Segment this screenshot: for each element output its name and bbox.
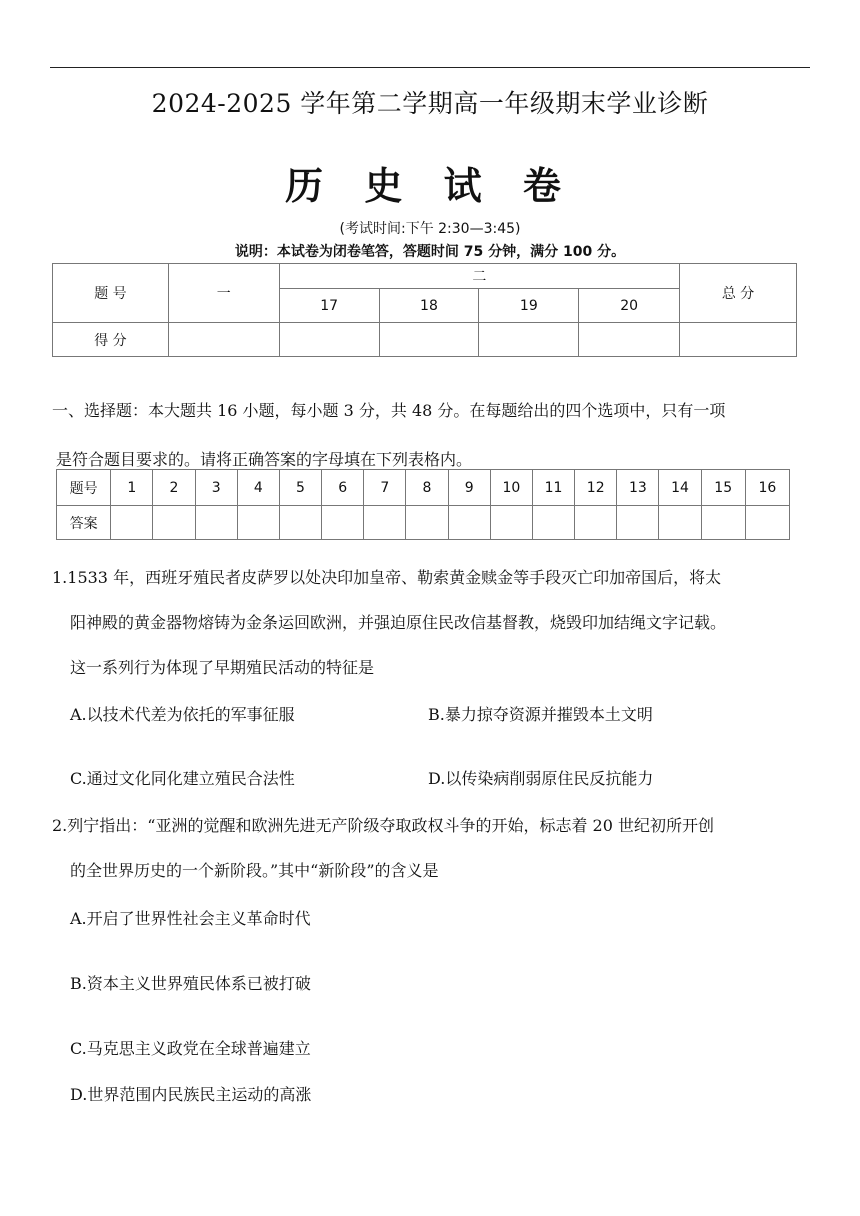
answer-cell-10[interactable] [490,506,532,540]
answer-cell-14[interactable] [659,506,701,540]
answer-number-6: 6 [322,470,364,506]
answer-number-14: 14 [659,470,701,506]
top-rule [50,67,810,68]
answer-cell-11[interactable] [532,506,574,540]
question-2-option-a[interactable]: A.开启了世界性社会主义革命时代 [70,909,311,928]
answer-number-3: 3 [195,470,237,506]
answer-table [56,469,790,540]
answer-number-7: 7 [364,470,406,506]
answer-cell-5[interactable] [279,506,321,540]
question-1-option-a[interactable]: A.以技术代差为依托的军事征服 [70,705,295,724]
answer-number-15: 15 [701,470,745,506]
answer-cell-6[interactable] [322,506,364,540]
score-cell[interactable] [279,323,379,357]
section1-intro-line2: 是符合题目要求的。请将正确答案的字母填在下列表格内。 [56,450,473,469]
answer-number-4: 4 [237,470,279,506]
score-cell[interactable] [168,323,279,357]
part-two-item: 19 [479,289,579,323]
question-1-line: 阳神殿的黄金器物熔铸为金条运回欧洲，并强迫原住民改信基督教，烧毁印加结绳文字记载。 [70,613,727,632]
score-cell[interactable] [680,323,797,357]
subject-title: 历 史 试 卷 [285,163,575,208]
part-two-header: 二 [279,264,679,289]
score-cell[interactable] [479,323,579,357]
answer-number-2: 2 [153,470,195,506]
answer-number-label: 题号 [57,470,111,506]
score-cell[interactable] [579,323,680,357]
part-two-item: 20 [579,289,680,323]
answer-number-1: 1 [111,470,153,506]
answer-number-12: 12 [575,470,617,506]
part-two-item: 17 [279,289,379,323]
answer-cell-1[interactable] [111,506,153,540]
answer-cell-7[interactable] [364,506,406,540]
answer-number-16: 16 [745,470,789,506]
part-one-header: 一 [168,264,279,323]
answer-number-13: 13 [617,470,659,506]
answer-cell-4[interactable] [237,506,279,540]
answer-cell-8[interactable] [406,506,448,540]
exam-time: (考试时间:下午 2:30—3:45) [339,221,521,237]
answer-number-10: 10 [490,470,532,506]
score-cell[interactable] [379,323,479,357]
question-1-option-c[interactable]: C.通过文化同化建立殖民合法性 [70,769,295,788]
answer-number-9: 9 [448,470,490,506]
answer-cell-2[interactable] [153,506,195,540]
answer-cell-13[interactable] [617,506,659,540]
answer-cell-15[interactable] [701,506,745,540]
score-label: 得 分 [53,323,169,357]
question-number-label: 题 号 [53,264,169,323]
answer-cell-16[interactable] [745,506,789,540]
answer-number-11: 11 [532,470,574,506]
question-2-line: 2.列宁指出：“亚洲的觉醒和欧洲先进无产阶级夺取政权斗争的开始，标志着 20 世纪初所开创 [52,816,714,835]
question-2-option-b[interactable]: B.资本主义世界殖民体系已被打破 [70,974,311,993]
exam-title: 2024-2025 学年第二学期高一年级期末学业诊断 [151,89,709,118]
question-1-line: 1.1533 年，西班牙殖民者皮萨罗以处决印加皇帝、勒索黄金赎金等手段灭亡印加帝国后，将太 [52,568,722,587]
part-two-item: 18 [379,289,479,323]
score-table [52,263,797,357]
question-2-option-c[interactable]: C.马克思主义政党在全球普遍建立 [70,1039,311,1058]
instructions: 说明：本试卷为闭卷笔答，答题时间 75 分钟，满分 100 分。 [234,244,626,260]
answer-cell-12[interactable] [575,506,617,540]
total-score-header: 总 分 [680,264,797,323]
answer-cell-3[interactable] [195,506,237,540]
question-2-line: 的全世界历史的一个新阶段。”其中“新阶段”的含义是 [70,861,439,880]
section1-intro-line1: 一、选择题：本大题共 16 小题，每小题 3 分，共 48 分。在每题给出的四个选项中，只有一项 [52,401,726,420]
answer-number-8: 8 [406,470,448,506]
question-1-option-b[interactable]: B.暴力掠夺资源并摧毁本土文明 [428,705,653,724]
answer-label: 答案 [57,506,111,540]
answer-cell-9[interactable] [448,506,490,540]
question-2-option-d[interactable]: D.世界范围内民族民主运动的高涨 [70,1085,312,1104]
answer-number-5: 5 [279,470,321,506]
question-1-line: 这一系列行为体现了早期殖民活动的特征是 [70,658,375,677]
question-1-option-d[interactable]: D.以传染病削弱原住民反抗能力 [428,769,654,788]
